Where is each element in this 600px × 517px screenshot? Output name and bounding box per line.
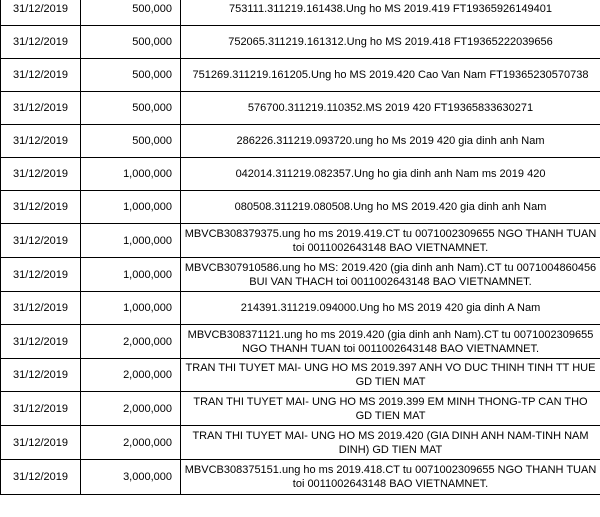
description-cell: 080508.311219.080508.Ung ho MS 2019.420 gia dinh anh Nam bbox=[181, 191, 600, 224]
amount-cell: 500,000 bbox=[81, 0, 181, 26]
date-cell: 31/12/2019 bbox=[1, 258, 81, 292]
table-row bbox=[1, 258, 600, 292]
description-cell: 752065.311219.161312.Ung ho MS 2019.418 FT19365222039656 bbox=[181, 26, 600, 59]
amount-cell: 2,000,000 bbox=[81, 359, 181, 392]
amount-cell: 500,000 bbox=[81, 59, 181, 92]
amount-cell: 500,000 bbox=[81, 26, 181, 59]
amount-cell: 2,000,000 bbox=[81, 325, 181, 359]
table-row bbox=[1, 125, 600, 158]
date-cell: 31/12/2019 bbox=[1, 426, 81, 460]
table-row bbox=[1, 426, 600, 460]
description-cell: MBVCB308379375.ung ho ms 2019.419.CT tu 0071002309655 NGO THANH TUAN toi 0011002643148 BAO VIETNAMNET. bbox=[181, 224, 600, 258]
date-cell: 31/12/2019 bbox=[1, 125, 81, 158]
table-row bbox=[1, 59, 600, 92]
date-cell: 31/12/2019 bbox=[1, 158, 81, 191]
table-row bbox=[1, 460, 600, 495]
table-row bbox=[1, 191, 600, 224]
table-row bbox=[1, 359, 600, 392]
amount-cell: 1,000,000 bbox=[81, 191, 181, 224]
amount-cell: 2,000,000 bbox=[81, 426, 181, 460]
date-cell: 31/12/2019 bbox=[1, 392, 81, 426]
amount-cell: 1,000,000 bbox=[81, 158, 181, 191]
date-cell: 31/12/2019 bbox=[1, 0, 81, 26]
amount-cell: 500,000 bbox=[81, 125, 181, 158]
description-cell: MBVCB307910586.ung ho MS: 2019.420 (gia dinh anh Nam).CT tu 0071004860456 BUI VAN THACH toi 0011002643148 BAO VIETNAMNET. bbox=[181, 258, 600, 292]
description-cell: MBVCB308371121.ung ho ms 2019.420 (gia dinh anh Nam).CT tu 0071002309655 NGO THANH TUAN toi 0011002643148 BAO VIETNAMNET. bbox=[181, 325, 600, 359]
date-cell: 31/12/2019 bbox=[1, 224, 81, 258]
description-cell: MBVCB308375151.ung ho ms 2019.418.CT tu 0071002309655 NGO THANH TUAN toi 0011002643148 BAO VIETNAMNET. bbox=[181, 460, 600, 495]
date-cell: 31/12/2019 bbox=[1, 325, 81, 359]
date-cell: 31/12/2019 bbox=[1, 92, 81, 125]
table-row bbox=[1, 26, 600, 59]
date-cell: 31/12/2019 bbox=[1, 59, 81, 92]
description-cell: 751269.311219.161205.Ung ho MS 2019.420 Cao Van Nam FT19365230570738 bbox=[181, 59, 600, 92]
description-cell: 214391.311219.094000.Ung ho MS 2019 420 gia dinh A Nam bbox=[181, 292, 600, 325]
date-cell: 31/12/2019 bbox=[1, 359, 81, 392]
table-row bbox=[1, 158, 600, 191]
amount-cell: 3,000,000 bbox=[81, 460, 181, 495]
date-cell: 31/12/2019 bbox=[1, 191, 81, 224]
table-row bbox=[1, 292, 600, 325]
description-cell: TRAN THI TUYET MAI- UNG HO MS 2019.420 (GIA DINH ANH NAM-TINH NAM DINH) GD TIEN MAT bbox=[181, 426, 600, 460]
description-cell: TRAN THI TUYET MAI- UNG HO MS 2019.397 ANH VO DUC THINH TINH TT HUE GD TIEN MAT bbox=[181, 359, 600, 392]
table-row bbox=[1, 0, 600, 26]
table-row bbox=[1, 325, 600, 359]
date-cell: 31/12/2019 bbox=[1, 460, 81, 495]
table-row bbox=[1, 392, 600, 426]
date-cell: 31/12/2019 bbox=[1, 26, 81, 59]
amount-cell: 1,000,000 bbox=[81, 224, 181, 258]
description-cell: 042014.311219.082357.Ung ho gia dinh anh Nam ms 2019 420 bbox=[181, 158, 600, 191]
amount-cell: 1,000,000 bbox=[81, 292, 181, 325]
amount-cell: 1,000,000 bbox=[81, 258, 181, 292]
description-cell: 753111.311219.161438.Ung ho MS 2019.419 FT19365926149401 bbox=[181, 0, 600, 26]
table-row bbox=[1, 224, 600, 258]
table-row bbox=[1, 92, 600, 125]
amount-cell: 2,000,000 bbox=[81, 392, 181, 426]
description-cell: 576700.311219.110352.MS 2019 420 FT19365833630271 bbox=[181, 92, 600, 125]
description-cell: 286226.311219.093720.ung ho Ms 2019 420 gia dinh anh Nam bbox=[181, 125, 600, 158]
amount-cell: 500,000 bbox=[81, 92, 181, 125]
description-cell: TRAN THI TUYET MAI- UNG HO MS 2019.399 EM MINH THONG-TP CAN THO GD TIEN MAT bbox=[181, 392, 600, 426]
date-cell: 31/12/2019 bbox=[1, 292, 81, 325]
